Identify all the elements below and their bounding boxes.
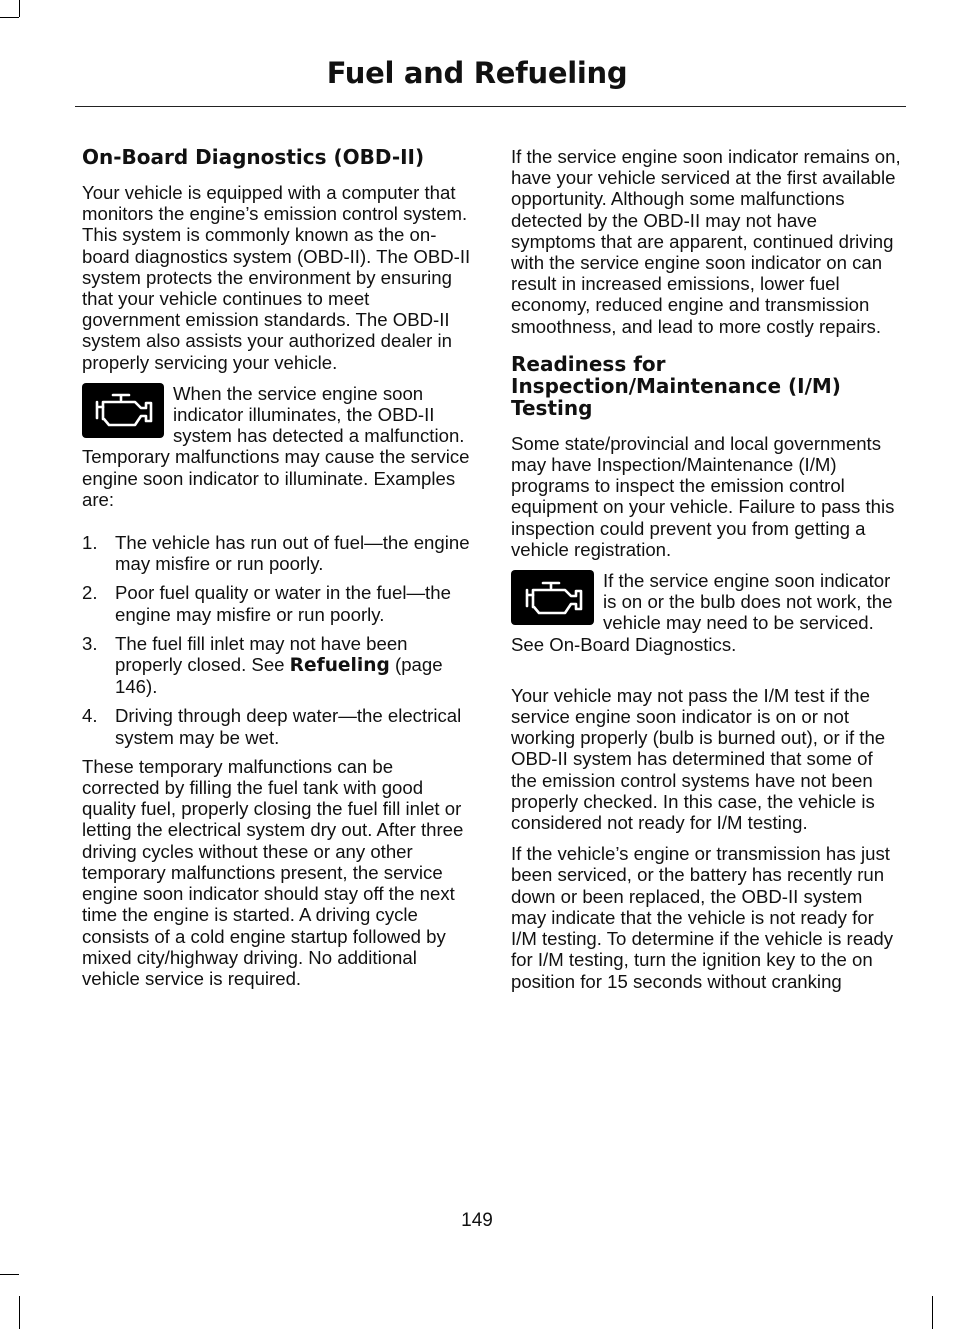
list-text-before: The fuel fill inlet may not have been properly closed. See — [115, 632, 408, 676]
crop-mark — [932, 1296, 933, 1329]
refueling-link[interactable]: Refueling — [289, 655, 390, 677]
service-paragraph: If the service engine soon indicator remains on, have your vehicle serviced at the first available opportunity. Although some malfunctions detected by the OBD-II may not have symptoms that are apparent, continued driving with the service engine soon indicator on can result in increased emissions, lower fuel economy, reduced engine and transmission smoothness, and lead to more costly repairs. — [511, 146, 901, 337]
list-number: 2. — [82, 582, 98, 604]
page-title: Fuel and Refueling — [326, 56, 628, 90]
indicator-note — [82, 383, 472, 520]
list-number: 3. — [82, 632, 98, 654]
list-text — [115, 633, 472, 698]
closing-paragraph: These temporary malfunctions can be corrected by filling the fuel tank with good quality fuel, properly closing the fuel fill inlet or letting the electrical system dry out. After three driving cycles without these or any other temporary malfunctions present, the service engine soon indicator should stay off the next time the engine is started. A driving cycle consists of a cold engine startup followed by mixed city/highway driving. No additional vehicle service is required. — [82, 755, 464, 989]
im-programs-paragraph: Some state/provincial and local governments may have Inspection/Maintenance (I/M) programs to inspect the emission control equipment on your vehicle. Failure to pass this inspection could prevent you from getting a vehicle registration. — [511, 432, 895, 560]
section-heading-obd: On-Board Diagnostics (OBD-II) — [82, 145, 425, 169]
readiness-paragraph: If the vehicle’s engine or transmission has just been serviced, or the battery has recently run down or been replaced, the OBD-II system may indicate that the vehicle is not ready for I/M testing. To determine if the vehicle is ready for I/M testing, turn the ignition key to the on position for 15 seconds without cranking — [511, 843, 894, 992]
title-divider — [75, 106, 906, 107]
crop-mark — [0, 1274, 19, 1275]
list-text: Poor fuel quality or water in the fuel—the engine may misfire or run poorly. — [115, 582, 451, 625]
indicator-note — [511, 570, 901, 665]
check-engine-icon — [82, 383, 164, 438]
list-text: Driving through deep water—the electrical system may be wet. — [115, 705, 462, 748]
list-item — [82, 532, 472, 574]
list-item — [82, 582, 472, 624]
obd-intro-paragraph: Your vehicle is equipped with a computer that monitors the engine’s emission control system. This system is commonly known as the on-board diagnostics system (OBD-II). The OBD-II system protects the environment by ensuring that your vehicle continues to meet government emission standards. The OBD-II system also assists your authorized dealer in properly servicing your vehicle. — [82, 182, 471, 373]
list-text: The vehicle has run out of fuel—the engine may misfire or run poorly. — [115, 532, 470, 575]
indicator-paragraph: When the service engine soon indicator illuminates, the OBD-II system has detected a malfunction. Temporary malfunctions may cause the service engine soon indicator to illuminate. Examples are: — [82, 382, 470, 510]
im-test-paragraph: Your vehicle may not pass the I/M test if the service engine soon indicator is on or not working properly (bulb is burned out), or if the OBD-II system has determined that some of the emission control systems have not been properly checked. In this case, the vehicle is considered not ready for I/M testing. — [511, 684, 886, 834]
malfunction-list — [82, 532, 472, 748]
right-column — [511, 146, 901, 1002]
list-number: 4. — [82, 705, 98, 727]
list-item — [82, 705, 472, 747]
list-number: 1. — [82, 532, 98, 554]
crop-mark — [19, 1296, 20, 1329]
check-engine-icon — [511, 570, 594, 625]
crop-mark — [19, 0, 20, 17]
left-column — [82, 146, 472, 999]
list-text-after: (page 146). — [115, 654, 443, 698]
section-heading-im-testing: Readiness for Inspection/Maintenance (I/M) Testing — [511, 351, 841, 420]
list-item — [82, 633, 472, 698]
page-number: 149 — [461, 1210, 493, 1231]
crop-mark — [0, 17, 19, 18]
indicator-paragraph: If the service engine soon indicator is on or the bulb does not work, the vehicle may need to be serviced. See On-Board Diagnostics. — [511, 570, 893, 655]
